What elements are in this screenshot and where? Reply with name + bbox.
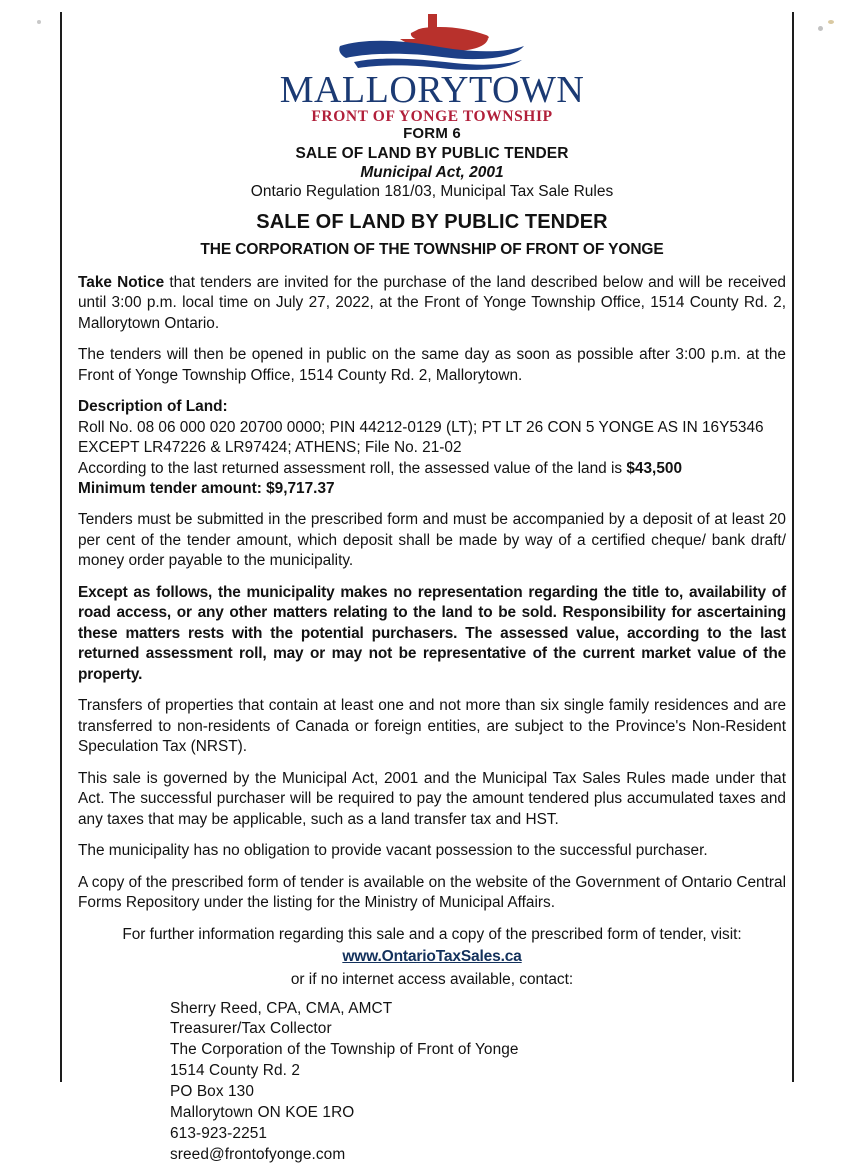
deposit-paragraph: Tenders must be submitted in the prescribed form and must be accompanied by a deposit of at least 20 per cent of the tender amount, which deposit shall be made by way of a certified cheque/ bank draft/ money order payable to the municipality.: [78, 511, 786, 570]
minimum-tender-amount: Minimum tender amount: $9,717.37: [78, 479, 335, 497]
roll-number-line-2: EXCEPT LR47226 & LR97424; ATHENS; File No. 21-02: [78, 439, 462, 457]
regulation-line: Ontario Regulation 181/03, Municipal Tax Sale Rules: [250, 183, 614, 201]
assessed-value-prefix: According to the last returned assessment roll, the assessed value of the land is: [78, 459, 627, 477]
take-notice-paragraph: [78, 273, 786, 334]
contact-organization: The Corporation of the Township of Front of Yonge: [170, 1041, 519, 1059]
page-title: SALE OF LAND BY PUBLIC TENDER: [256, 210, 608, 233]
contact-title: Treasurer/Tax Collector: [170, 1020, 332, 1038]
corporation-name: THE CORPORATION OF THE TOWNSHIP OF FRONT OF YONGE: [200, 241, 664, 259]
document-footer: [78, 925, 786, 1166]
logo-tagline: FRONT OF YONGE TOWNSHIP: [311, 108, 553, 126]
scan-speck: [37, 20, 41, 24]
contact-block: [170, 999, 786, 1166]
document-header: [78, 125, 786, 259]
assessed-value-line: [78, 459, 786, 479]
scan-edge-line-left: [60, 12, 62, 1082]
nrst-paragraph: Transfers of properties that contain at least one and not more than six single family residences and are transferred to non-residents of Canada or foreign entities, are subject to the Province's Non-Resident Speculation Tax (NRST).: [78, 697, 786, 756]
further-information-line: For further information regarding this sale and a copy of the prescribed form of tender, visit:: [122, 925, 742, 943]
description-of-land-heading: Description of Land:: [78, 398, 228, 416]
take-notice-label: Take Notice: [78, 273, 165, 291]
governing-law-paragraph: This sale is governed by the Municipal Act, 2001 and the Municipal Tax Sales Rules made under that Act. The successful purchaser will be required to pay the amount tendered plus accumulated taxes and any taxes that may be applicable, such as a land transfer tax and HST.: [78, 769, 786, 828]
municipal-logo: [78, 0, 786, 125]
scan-edge-line-right: [792, 12, 794, 1082]
boat-waves-icon: [316, 12, 548, 74]
assessed-value-amount: $43,500: [626, 459, 683, 477]
take-notice-text: that tenders are invited for the purchase of the land described below and will be received until 3:00 p.m. local time on July 27, 2022, at the Front of Yonge Township Office, 1514 County Rd. 2, Mallorytown Ontario.: [78, 273, 786, 332]
statute-name: Municipal Act, 2001: [360, 164, 504, 182]
contact-email: sreed@frontofyonge.com: [170, 1146, 346, 1164]
roll-number-line-1: Roll No. 08 06 000 020 20700 0000; PIN 44212-0129 (LT); PT LT 26 CON 5 YONGE AS IN 16Y5346: [78, 418, 764, 436]
contact-street: 1514 County Rd. 2: [170, 1062, 301, 1080]
scan-speck: [828, 20, 834, 24]
ontario-tax-sales-link[interactable]: www.OntarioTaxSales.ca: [342, 947, 522, 965]
form-number: FORM 6: [403, 125, 461, 143]
prescribed-form-paragraph: A copy of the prescribed form of tender is available on the website of the Government of Ontario Central Forms Repository under the listing for the Ministry of Municipal Affairs.: [78, 873, 786, 912]
contact-phone: 613-923-2251: [170, 1125, 268, 1143]
document-content: [78, 0, 786, 1166]
header-title-small: SALE OF LAND BY PUBLIC TENDER: [295, 144, 569, 162]
contact-po-box: PO Box 130: [170, 1083, 254, 1101]
contact-name: Sherry Reed, CPA, CMA, AMCT: [170, 999, 393, 1017]
no-internet-line: or if no internet access available, contact:: [290, 970, 574, 988]
no-representation-paragraph: Except as follows, the municipality makes no representation regarding the title to, availability of road access, or any other matters relating to the land to be sold. Responsibility for ascertaining these matters rests with the potential purchasers. The assessed value, according to the last returned assessment roll, may or may not be representative of the current market value of the property.: [78, 583, 786, 683]
contact-city-postal: Mallorytown ON KOE 1RO: [170, 1104, 355, 1122]
tax-sales-website-line: [78, 947, 786, 968]
document-body: [78, 273, 786, 914]
tender-opening-paragraph: The tenders will then be opened in public on the same day as soon as possible after 3:00 p.m. at the Front of Yonge Township Office, 1514 County Rd. 2, Mallorytown.: [78, 346, 786, 384]
logo-wordmark: MALLORYTOWN: [279, 69, 585, 111]
vacant-possession-paragraph: The municipality has no obligation to provide vacant possession to the successful purchaser.: [78, 842, 708, 860]
scan-speck: [818, 26, 823, 31]
